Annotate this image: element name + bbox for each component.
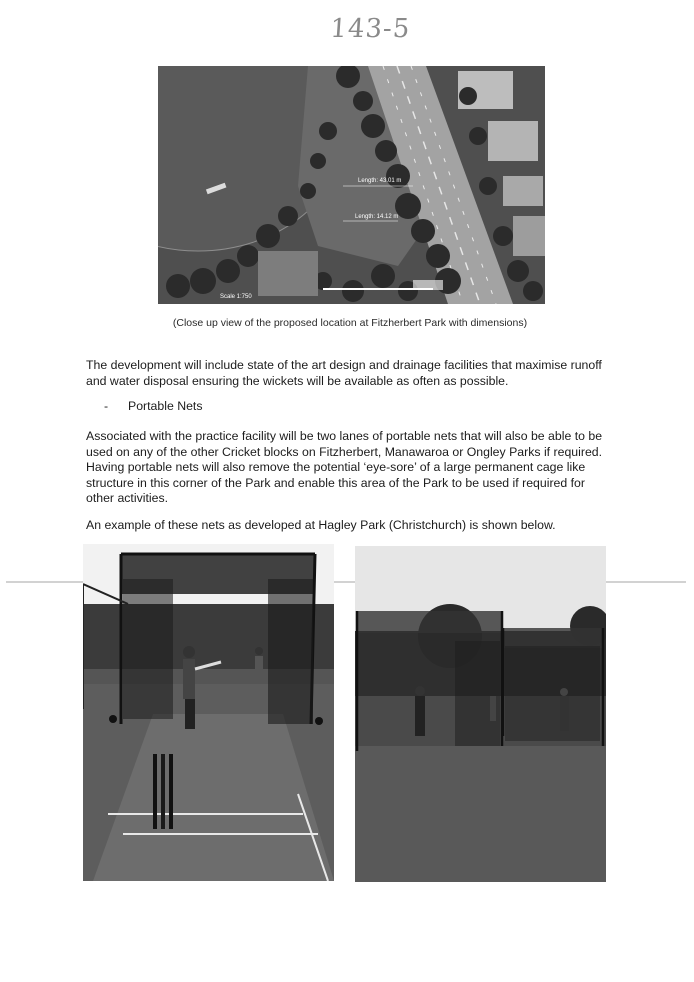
nets-photo-left-graphic <box>83 544 334 881</box>
nets-photo-right-graphic <box>355 546 606 882</box>
bullet-label: Portable Nets <box>128 399 203 413</box>
paragraph-development: The development will include state of the art design and drainage facilities that maximise runoff and water disposal ensuring the wickets will be available as often as possible. <box>86 358 602 388</box>
paragraph-portable-nets: Associated with the practice facility will be two lanes of portable nets that will also be able to be used on any of the other Cricket blocks on Fitzherbert, Manawaroa or Ongley Parks if required. Having portable nets will also remove the potential ‘eye-sore’ of a large permanent cage like structure in this corner of the Park and enable this area of the Park to be used if required for other activities. <box>86 429 603 505</box>
scale-label: Scale 1:750 <box>220 294 252 300</box>
length-label-lower: Length: 14.12 m <box>355 214 399 220</box>
aerial-photo <box>158 66 545 304</box>
paragraph-hagley-example: An example of these nets as developed at Hagley Park (Christchurch) is shown below. <box>86 518 556 532</box>
nets-photo-right <box>355 546 606 882</box>
nets-photo-left <box>83 544 334 881</box>
length-label-upper: Length: 43.01 m <box>358 178 402 184</box>
aerial-photo-caption: (Close up view of the proposed location at Fitzherbert Park with dimensions) <box>172 317 528 329</box>
bullet-item-portable-nets <box>104 399 203 413</box>
aerial-photo-graphic <box>158 66 545 304</box>
handwritten-page-number: 143-5 <box>329 14 412 44</box>
bullet-marker: - <box>104 399 109 413</box>
